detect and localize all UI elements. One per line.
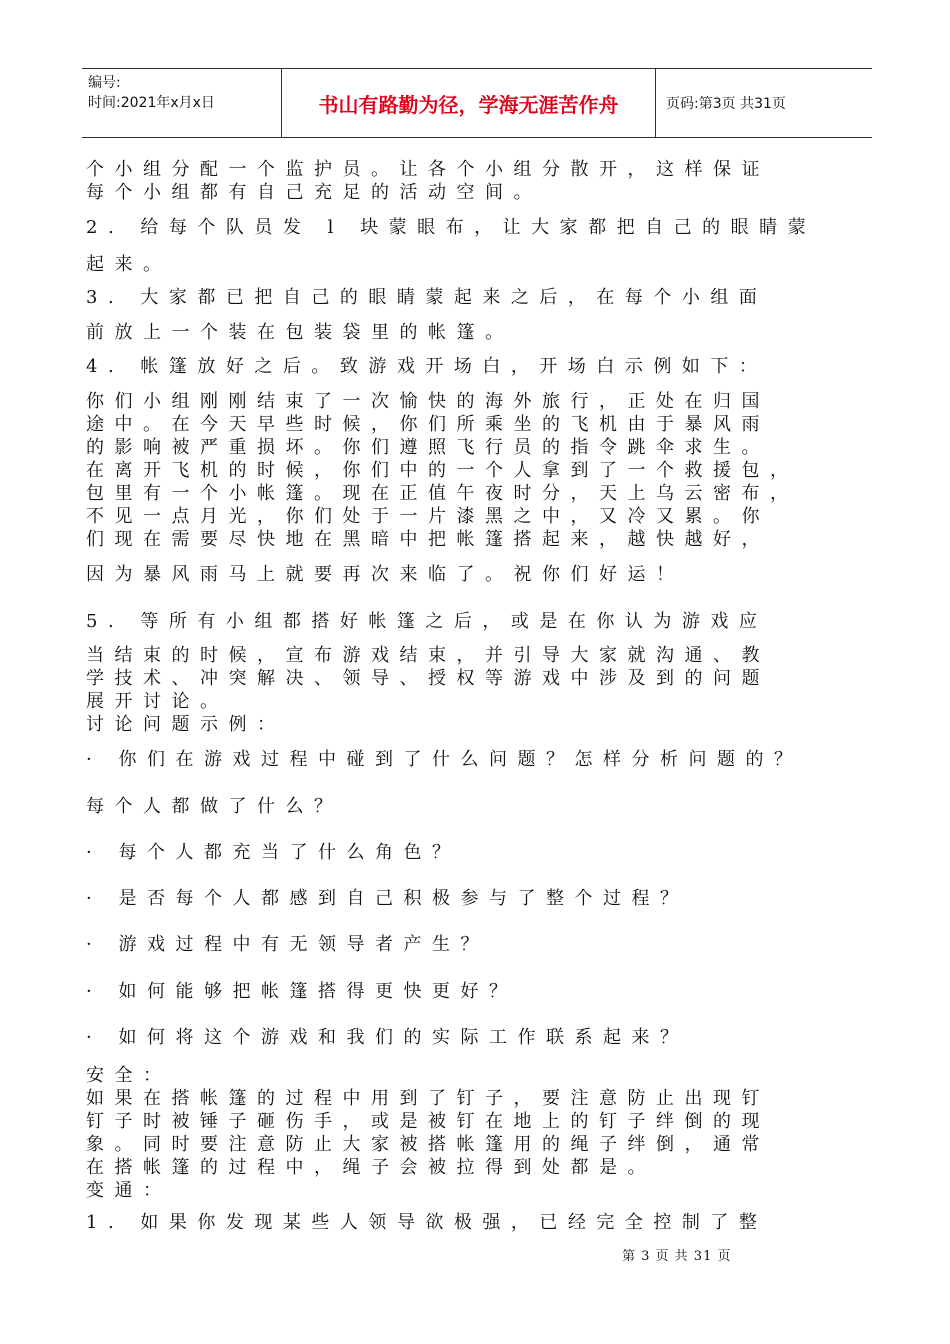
paragraph: 你们小组刚刚结束了一次愉快的海外旅行，正处在归国 途中。在今天早些时候，你们所乘坐的飞机由于暴风雨 的影响被严重损坏。你们遵照飞行员的指令跳伞求生。 在离开飞机的时候，你们中的一个人拿到了一个救援包， 包里有一个小帐篷。现在正值午夜时分，天上乌云密布， 不见一点月光，你们处于一片漆黑之中，又冷又累。你 们现在需要尽快地在黑暗中把帐篷搭起来，越快越好， <box>86 391 799 550</box>
discussion-item: 每个人都做了什么？ <box>86 796 343 817</box>
header-page-info: 页码:第3页 共31页 <box>666 96 786 112</box>
paragraph: 当结束的时候，宣布游戏结束，并引导大家就沟通、教 学技术、冲突解决、领导、授权等游戏中涉及到的问题 展开讨论。 讨论问题示例： <box>86 645 770 735</box>
paragraph: 1. 如果你发现某些人领导欲极强，已经完全控制了整 <box>86 1212 768 1233</box>
header-motto: 书山有路勤为径，学海无涯苦作舟 <box>282 69 656 137</box>
paragraph: 个小组分配一个监护员。让各个小组分散开，这样保证 每个小组都有自己充足的活动空间。 <box>86 159 770 203</box>
discussion-item: · 如何将这个游戏和我们的实际工作联系起来？ <box>86 1027 689 1048</box>
doc-number-label: 编号: <box>88 75 121 91</box>
discussion-item: · 如何能够把帐篷搭得更快更好？ <box>86 981 518 1002</box>
page-footer: 第 3 页 共 31 页 <box>622 1249 732 1264</box>
discussion-item: · 是否每个人都感到自己积极参与了整个过程？ <box>86 888 689 909</box>
paragraph: 5. 等所有小组都搭好帐篷之后，或是在你认为游戏应 <box>86 611 768 632</box>
discussion-item: · 你们在游戏过程中碰到了什么问题？怎样分析问题的？ <box>86 749 803 770</box>
paragraph: 起来。 <box>86 254 172 275</box>
paragraph: 3. 大家都已把自己的眼睛蒙起来之后，在每个小组面 <box>86 287 768 308</box>
discussion-item: · 游戏过程中有无领导者产生？ <box>86 934 489 955</box>
doc-date-label: 时间:2021年x月x日 <box>88 95 215 111</box>
header-meta <box>82 69 282 137</box>
paragraph: 安全： 如果在搭帐篷的过程中用到了钉子，要注意防止出现钉 钉子时被锤子砸伤手，或是被钉在地上的钉子绊倒的现 象。同时要注意防止大家被搭帐篷用的绳子绊倒，通常 在搭帐篷的过程中，绳子会被拉得到处都是。 变通： <box>86 1065 770 1201</box>
page-header <box>82 68 872 138</box>
paragraph: 前放上一个装在包装袋里的帐篷。 <box>86 322 514 343</box>
paragraph: 2. 给每个队员发 l 块蒙眼布，让大家都把自己的眼睛蒙 <box>86 217 817 238</box>
paragraph: 4. 帐篷放好之后。致游戏开场白，开场白示例如下： <box>86 356 768 377</box>
paragraph: 因为暴风雨马上就要再次来临了。祝你们好运！ <box>86 564 685 585</box>
discussion-item: · 每个人都充当了什么角色？ <box>86 842 461 863</box>
